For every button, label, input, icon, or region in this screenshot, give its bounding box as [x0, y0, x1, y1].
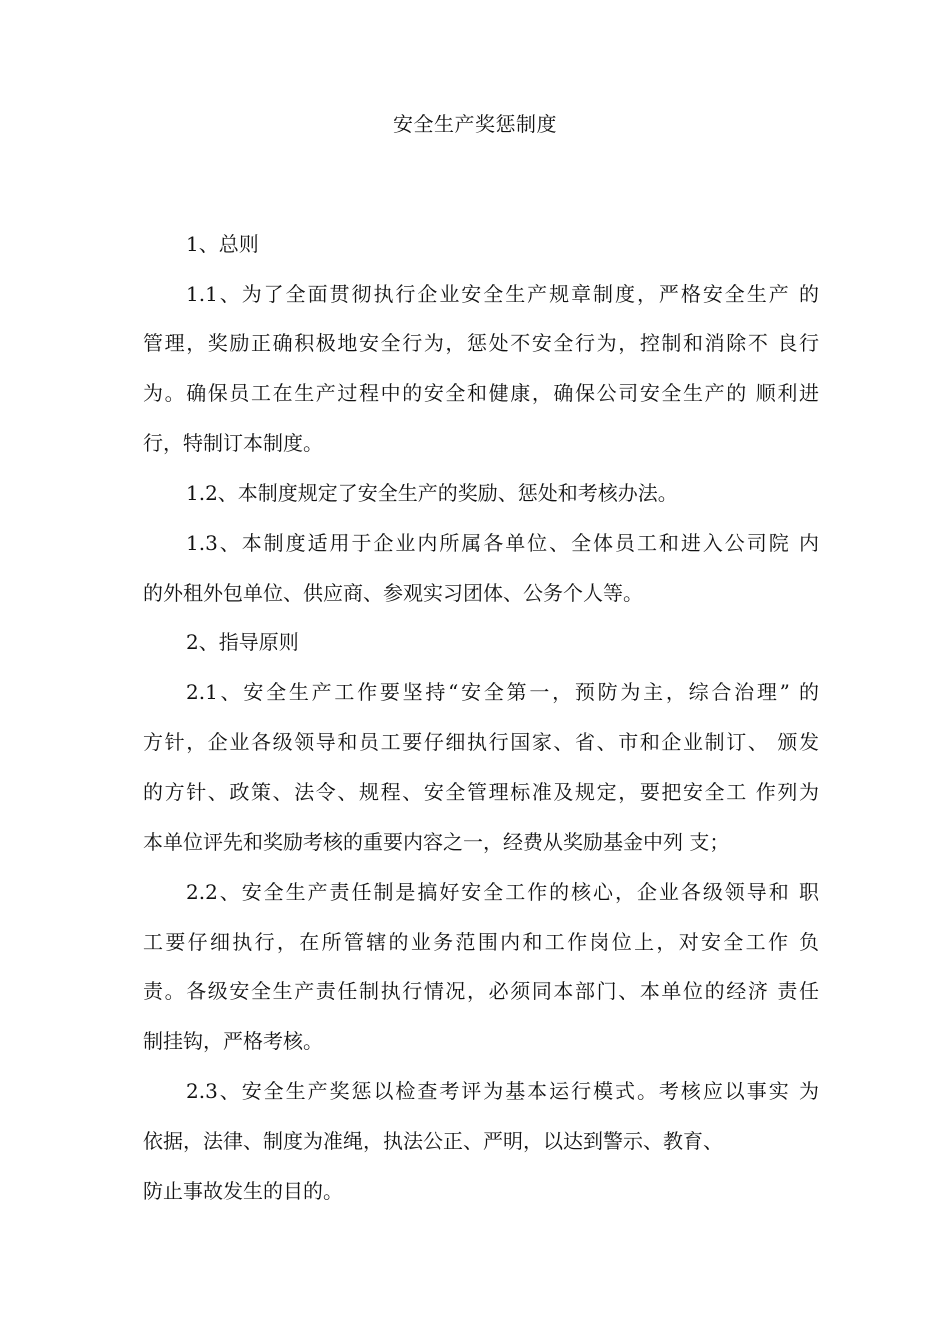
section-heading-1: 1、总则: [186, 232, 259, 256]
paragraph-line: 方针，企业各级领导和员工要仔细执行国家、省、市和企业制订、 颁发: [143, 730, 819, 754]
paragraph-line: 2.2、安全生产责任制是搞好安全工作的核心，企业各级领导和 职: [186, 880, 819, 904]
paragraph-line: 的方针、政策、法令、规程、安全管理标准及规定，要把安全工 作列为: [143, 780, 819, 804]
paragraph-line: 管理，奖励正确积极地安全行为，惩处不安全行为，控制和消除不 良行: [143, 331, 819, 355]
document-title: 安全生产奖惩制度: [393, 112, 557, 136]
paragraph-line: 1.1、为了全面贯彻执行企业安全生产规章制度，严格安全生产 的: [186, 282, 819, 306]
paragraph-line: 工要仔细执行，在所管辖的业务范围内和工作岗位上，对安全工作 负: [143, 930, 819, 954]
paragraph-line: 2.3、安全生产奖惩以检查考评为基本运行模式。考核应以事实 为: [186, 1079, 819, 1103]
paragraph-line: 2.1、安全生产工作要坚持“安全第一，预防为主，综合治理” 的: [186, 680, 819, 704]
paragraph-line: 责。各级安全生产责任制执行情况，必须同本部门、本单位的经济 责任: [143, 979, 819, 1003]
paragraph-line: 的外租外包单位、供应商、参观实习团体、公务个人等。: [143, 581, 643, 605]
paragraph-line: 防止事故发生的目的。: [143, 1179, 343, 1203]
paragraph-line: 1.3、本制度适用于企业内所属各单位、全体员工和进入公司院 内: [186, 531, 819, 555]
section-heading-2: 2、指导原则: [186, 630, 299, 654]
paragraph-line: 依据，法律、制度为准绳，执法公正、严明，以达到警示、教育、: [143, 1129, 723, 1153]
paragraph-line: 行，特制订本制度。: [143, 431, 323, 455]
paragraph-line: 制挂钩，严格考核。: [143, 1029, 323, 1053]
paragraph-line: 为。确保员工在生产过程中的安全和健康，确保公司安全生产的 顺利进: [143, 381, 819, 405]
paragraph-line: 本单位评先和奖励考核的重要内容之一，经费从奖励基金中列 支；: [143, 830, 730, 854]
paragraph-line: 1.2、本制度规定了安全生产的奖励、惩处和考核办法。: [186, 481, 678, 505]
